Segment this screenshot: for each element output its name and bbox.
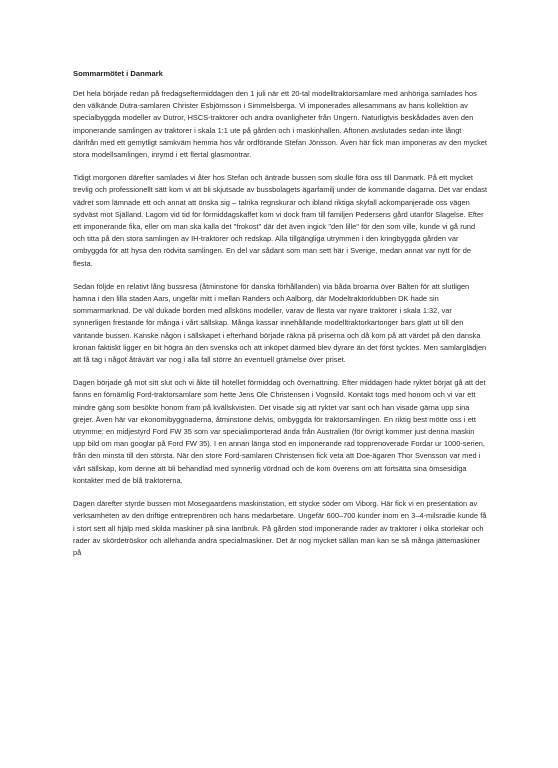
paragraph-1: Det hela började redan på fredagseftermiddagen den 1 juli när ett 20-tal modelltraktorsamlare med anhöriga samlades hos den välkände Dutra-samlaren Christer Esbjörnsson i Simmelsberga. Vi imponerades allesammans av hans kollektion av specialbyggda modeller av Dutror, HSCS-traktorer och andra ovanligheter från Ungern. Naturligtvis beskådades även den imponerande samlingen av traktorer i skala 1:1 ute på gården och i maskinhallen. Aftonen avslutades sedan inte långt därifrån med ett gemytligt samkväm hemma hos vår ordförande Stefan Jönsson. Även här fick man imponeras av den mycket stora modellsamlingen, inrymd i ett flertal glasmontrar. — [73, 89, 487, 160]
paragraph-2: Tidigt morgonen därefter samlades vi åter hos Stefan och äntrade bussen som skulle föra oss till Danmark. På ett mycket trevlig och professionellt sätt kom vi att bli skjutsade av bussbolagets ägarfamilj under de kommande dagarna. Det var endast vädret som lämnade ett och annat att önska sig – talrika regnskurar och ibland riktiga skyfall ackompanjerade oss vägen sydväst mot Själland. Lagom vid tid för förmiddagskaffet kom vi dock fram till familjen Pedersens gård utanför Slagelse. Efter ett imponerande fika, eller om man ska kalla det "frokost" där det även ingick "den lille" för den som ville, kunde vi gå rund och titta på den stora samlingen av IH-traktorer och redskap. Alla tillgängliga utrymmen i den kringbyggda gården var ombyggda för att hysa den rödvita samlingen. En del var sådant som man sett här i Sverige, medan annat var nytt för de flesta. — [73, 173, 487, 268]
document-body — [73, 69, 488, 570]
paragraph-5: Dagen därefter styrde bussen mot Mosegaardens maskinstation, ett stycke söder om Viborg. Här fick vi en presentation av verksamheten av den driftige entreprenören och hans medarbetare. Ungefär 600–700 kunder inom en 3–4-milsradie kunde få i stort sett all hjälp med skilda maskiner på sina lantbruk. På gården stod imponerande rader av traktorer i olika storlekar och rader av skördetröskor och allehanda andra specialmaskiner. Det är nog mycket sällan man kan se så många jättemaskiner på — [73, 499, 487, 557]
paragraph-4: Dagen började gå mot sitt slut och vi åkte till hotellet förmiddag och övernattning. Efter middagen hade ryktet börjat gå att det fanns en förnämlig Ford-traktorsamlare som hette Jens Ole Christensen i Vognsild. Kontakt togs med honom och vi var ett mindre gäng som besökte honom fram på kvällskvisten. Det visade sig att ryktet var sant och han visade gärna upp sina grejer. Även här var ekonomibyggnaderna, åtminstone delvis, ombyggda för traktorsamlingen. En riktig best mötte oss i ett utrymme: en midjestyrd Ford FW 35 som var specialimporterad ända från Australien (för övrigt kommer just denna maskin upp bild om man googlar på Ford FW 35). I en annan länga stod en imponerande rad topprenoverade Fordar ur 1000-serien, från den minsta till den största. När den store Ford-samlaren Christensen fick veta att Doe-ägaren Thor Svensson var med i vårt sällskap, kom denne att bli behandlad med synnerlig vördnad och de kom överens om att fortsätta sina ömsesidiga kontakter med de blå traktorerna. — [73, 378, 486, 485]
paragraph-3: Sedan följde en relativt lång bussresa (åtminstone för danska förhållanden) via båda broarna över Bälten för att slutligen hamna i den lilla staden Aars, ungefär mitt i mellan Randers och Aalborg, där Modeltraktorklubben DK hade sin sommarmarknad. De väl dukade borden med allsköns modeller, varav de flesta var nyare traktorer i skala 1:32, var synnerligen frestande för många i vårt sällskap. Många kassar innehållande modelltraktorkartonger bars glatt ut till den väntande bussen. Kanske någon i sällskapet i efterhand började räkna på priserna och då kom på att värdet på den danska kronan faktiskt ligger en bit högra än den svenska och att inköpet därmed blev dyrare än det först tycktes. Men samlarglädjen att få tag i något åtrávärt var nog i alla fall större än eventuell grämelse över priset. — [73, 281, 487, 365]
document-title: Sommarmötet i Danmark — [73, 69, 163, 78]
